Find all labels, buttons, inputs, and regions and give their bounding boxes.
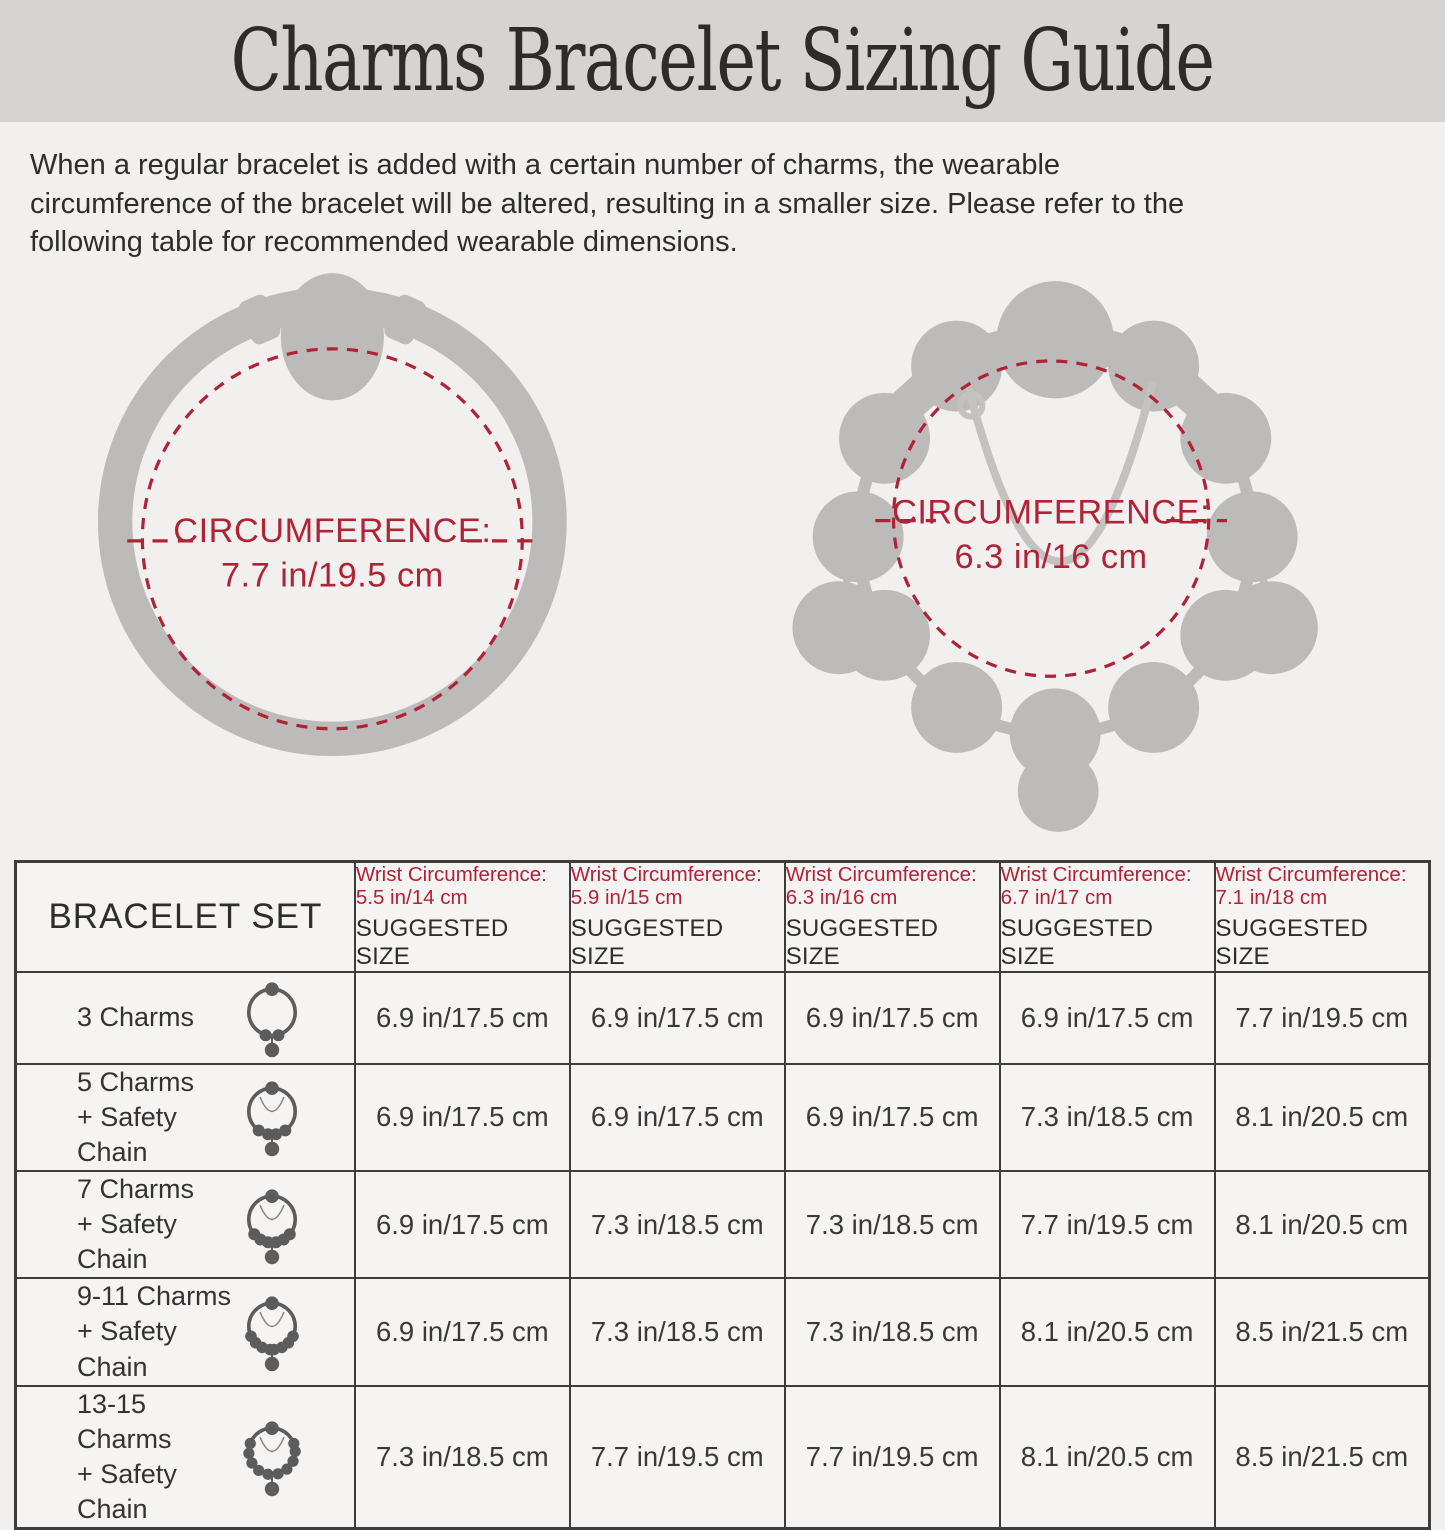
set-name: 13-15 Charms	[77, 1388, 172, 1454]
intro-line: circumference of the bracelet will be altered, resulting in a smaller size. Please refer to the	[30, 187, 1185, 220]
set-name: 7 Charms	[77, 1174, 195, 1205]
size-cell: 6.9 in/17.5 cm	[355, 1278, 570, 1385]
set-label	[77, 1387, 232, 1527]
bracelet-13-15-charms-icon	[232, 1413, 312, 1501]
circumference-value: 7.7 in/19.5 cm	[220, 555, 444, 594]
size-cell: 7.3 in/18.5 cm	[355, 1386, 570, 1529]
plain-bracelet-silhouette	[115, 273, 549, 739]
plain-bracelet-illustration	[0, 264, 665, 850]
table-row	[16, 1386, 1430, 1529]
table-header-row	[16, 861, 1430, 972]
set-label	[77, 1000, 194, 1035]
size-cell: 7.3 in/18.5 cm	[570, 1278, 785, 1385]
set-label	[77, 1172, 232, 1277]
size-cell: 7.3 in/18.5 cm	[570, 1171, 785, 1278]
set-name-line2: + Safety Chain	[77, 1101, 177, 1167]
set-label	[77, 1065, 232, 1170]
wrist-circumference-value: 5.5 in/14 cm	[355, 886, 468, 910]
suggested-size-label: SUGGESTED SIZE	[1000, 914, 1154, 970]
size-cell: 6.9 in/17.5 cm	[785, 1064, 1000, 1171]
set-name-line2: + Safety Chain	[77, 1209, 177, 1275]
wrist-circumference-label: Wrist Circumference:	[1215, 862, 1407, 886]
charm-bracelet-diagram	[665, 264, 1445, 850]
bracelet-3-charms-icon	[232, 974, 312, 1062]
table-row	[16, 1278, 1430, 1385]
size-cell: 6.9 in/17.5 cm	[1000, 972, 1215, 1064]
set-name: 3 Charms	[77, 1002, 195, 1033]
size-cell: 7.7 in/19.5 cm	[570, 1386, 785, 1529]
table-row	[16, 1064, 1430, 1171]
intro-line: following table for recommended wearable dimensions.	[30, 226, 738, 259]
size-cell: 7.7 in/19.5 cm	[1215, 972, 1430, 1064]
clasp-bead	[281, 273, 384, 400]
bracelet-set-cell	[16, 1064, 355, 1171]
bracelet-set-cell	[16, 1386, 355, 1529]
wrist-circumference-label: Wrist Circumference:	[785, 862, 977, 886]
charm-bracelet-illustration	[665, 264, 1445, 850]
wrist-column-header	[355, 861, 570, 972]
size-cell: 8.1 in/20.5 cm	[1000, 1386, 1215, 1529]
size-cell: 6.9 in/17.5 cm	[355, 972, 570, 1064]
title-band	[0, 0, 1445, 122]
wrist-circumference-label: Wrist Circumference:	[355, 862, 547, 886]
circumference-label: CIRCUMFERENCE:	[891, 493, 1210, 532]
set-name: 5 Charms	[77, 1066, 195, 1097]
set-name-line2: + Safety Chain	[77, 1458, 177, 1524]
circumference-label: CIRCUMFERENCE:	[173, 511, 492, 550]
intro-paragraph	[0, 122, 1445, 262]
set-label	[77, 1279, 232, 1384]
size-cell: 6.9 in/17.5 cm	[355, 1064, 570, 1171]
size-cell: 7.7 in/19.5 cm	[1000, 1171, 1215, 1278]
set-name-line2: + Safety Chain	[77, 1316, 177, 1382]
size-cell: 6.9 in/17.5 cm	[785, 972, 1000, 1064]
bracelet-7-charms-icon	[232, 1181, 312, 1269]
suggested-size-label: SUGGESTED SIZE	[785, 914, 939, 970]
suggested-size-label: SUGGESTED SIZE	[570, 914, 724, 970]
page-title: Charms Bracelet Sizing Guide	[231, 11, 1214, 111]
size-cell: 7.3 in/18.5 cm	[785, 1171, 1000, 1278]
size-cell: 6.9 in/17.5 cm	[355, 1171, 570, 1278]
size-cell: 7.3 in/18.5 cm	[1000, 1064, 1215, 1171]
size-cell: 6.9 in/17.5 cm	[570, 972, 785, 1064]
bracelet-set-cell	[16, 1171, 355, 1278]
sizing-table	[14, 860, 1431, 1530]
safety-chain	[960, 381, 1153, 561]
bracelet-9-11-charms-icon	[232, 1288, 312, 1376]
bracelet-diagrams	[0, 264, 1445, 850]
set-name: 9-11 Charms	[77, 1281, 232, 1312]
bracelet-set-cell	[16, 972, 355, 1064]
size-cell: 6.9 in/17.5 cm	[570, 1064, 785, 1171]
wrist-column-header	[1215, 861, 1430, 972]
size-cell: 7.7 in/19.5 cm	[785, 1386, 1000, 1529]
size-cell: 8.5 in/21.5 cm	[1215, 1386, 1430, 1529]
bracelet-set-cell	[16, 1278, 355, 1385]
bracelet-set-header: BRACELET SET	[16, 861, 355, 972]
suggested-size-label: SUGGESTED SIZE	[1215, 914, 1369, 970]
size-cell: 7.3 in/18.5 cm	[785, 1278, 1000, 1385]
wrist-circumference-value: 5.9 in/15 cm	[570, 886, 683, 910]
wrist-column-header	[1000, 861, 1215, 972]
wrist-column-header	[785, 861, 1000, 972]
table-row	[16, 1171, 1430, 1278]
suggested-size-label: SUGGESTED SIZE	[355, 914, 509, 970]
wrist-circumference-value: 6.3 in/16 cm	[785, 886, 898, 910]
size-cell: 8.1 in/20.5 cm	[1000, 1278, 1215, 1385]
wrist-column-header	[570, 861, 785, 972]
wrist-circumference-label: Wrist Circumference:	[570, 862, 762, 886]
circumference-value: 6.3 in/16 cm	[954, 537, 1148, 576]
size-cell: 8.1 in/20.5 cm	[1215, 1064, 1430, 1171]
intro-line: When a regular bracelet is added with a certain number of charms, the wearable	[30, 149, 1061, 181]
wrist-circumference-value: 6.7 in/17 cm	[1000, 886, 1113, 910]
wrist-circumference-label: Wrist Circumference:	[1000, 862, 1192, 886]
table-row	[16, 972, 1430, 1064]
wrist-circumference-value: 7.1 in/18 cm	[1215, 886, 1328, 910]
bracelet-5-charms-icon	[232, 1073, 312, 1161]
size-cell: 8.1 in/20.5 cm	[1215, 1171, 1430, 1278]
size-cell: 8.5 in/21.5 cm	[1215, 1278, 1430, 1385]
plain-bracelet-diagram	[0, 264, 665, 850]
